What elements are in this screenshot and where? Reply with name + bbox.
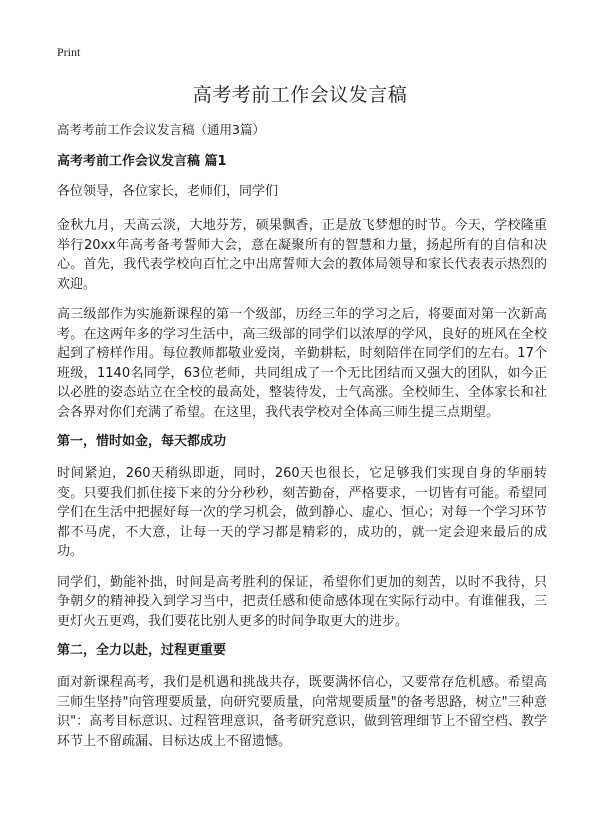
document-title: 高考考前工作会议发言稿 xyxy=(192,84,408,106)
paragraph: 同学们，勤能补拙，时间是高考胜利的保证，希望你们更加的刻苦，以时不我待，只争朝夕的精神投入到学习当中，把责任感和使命感体现在实际行动中。有谁催我，三更灯火五更鸡，我们要花比别人更多的时间争取更大的进步。 xyxy=(57,574,547,629)
heading-first: 第一，惜时如金，每天都成功 xyxy=(57,434,227,449)
paragraph: 时间紧迫，260天稍纵即逝，同时，260天也很长，它足够我们实现自身的华丽转变。只要我们抓住接下来的分分秒秒，刻苦勤奋，严格要求，一切皆有可能。希望同学们在生活中把握好每一次的学习机会，做到静心、虚心、恒心；对每一个学习环节都不马虎，不大意，让每一天的学习都是精彩的，成功的，就一定会迎来最后的成功。 xyxy=(57,466,547,559)
paragraph: 面对新课程高考，我们是机遇和挑战共存，既要满怀信心，又要常存危机感。希望高三师生坚持"向管理要质量，向研究要质量，向常规要质量"的备考思路，树立"三种意识"：高考目标意识、过程管理意识，备考研究意识，做到管理细节上不留空档、教学环节上不留疏漏、目标达成上不留遗憾。 xyxy=(57,675,547,749)
heading-second: 第二，全力以赴，过程更重要 xyxy=(57,643,227,658)
paragraph: 高三级部作为实施新课程的第一个级部，历经三年的学习之后，将要面对第一次新高考。在这两年多的学习生活中，高三级部的同学们以浓厚的学风，良好的班风在全校起到了榜样作用。每位教师都敬业爱岗，辛勤耕耘，时刻陪伴在同学们的左右。17个班级，1140名同学，63位老师，共同组成了一个无比团结而又强大的团队，如今正以必胜的姿态站立在全校的最高处，整装待发，士气高涨。全校师生、全体家长和社会各界对你们充满了希望。在这里，我代表学校对全体高三师生提三点期望。 xyxy=(57,307,547,420)
print-link[interactable]: Print xyxy=(57,45,81,59)
greeting: 各位领导，各位家长，老师们，同学们 xyxy=(57,184,279,199)
document-body xyxy=(57,121,547,762)
section-title: 高考考前工作会议发言稿 篇1 xyxy=(57,154,227,169)
document-subtitle: 高考考前工作会议发言稿（通用3篇） xyxy=(57,122,265,137)
paragraph: 金秋九月，天高云淡，大地芬芳，硕果飘香，正是放飞梦想的时节。今天，学校隆重举行20xx年高考备考誓师大会，意在凝聚所有的智慧和力量，扬起所有的自信和决心。首先，我代表学校向百忙之中出席誓师大会的教体局领导和家长代表表示热烈的欢迎。 xyxy=(57,218,547,292)
